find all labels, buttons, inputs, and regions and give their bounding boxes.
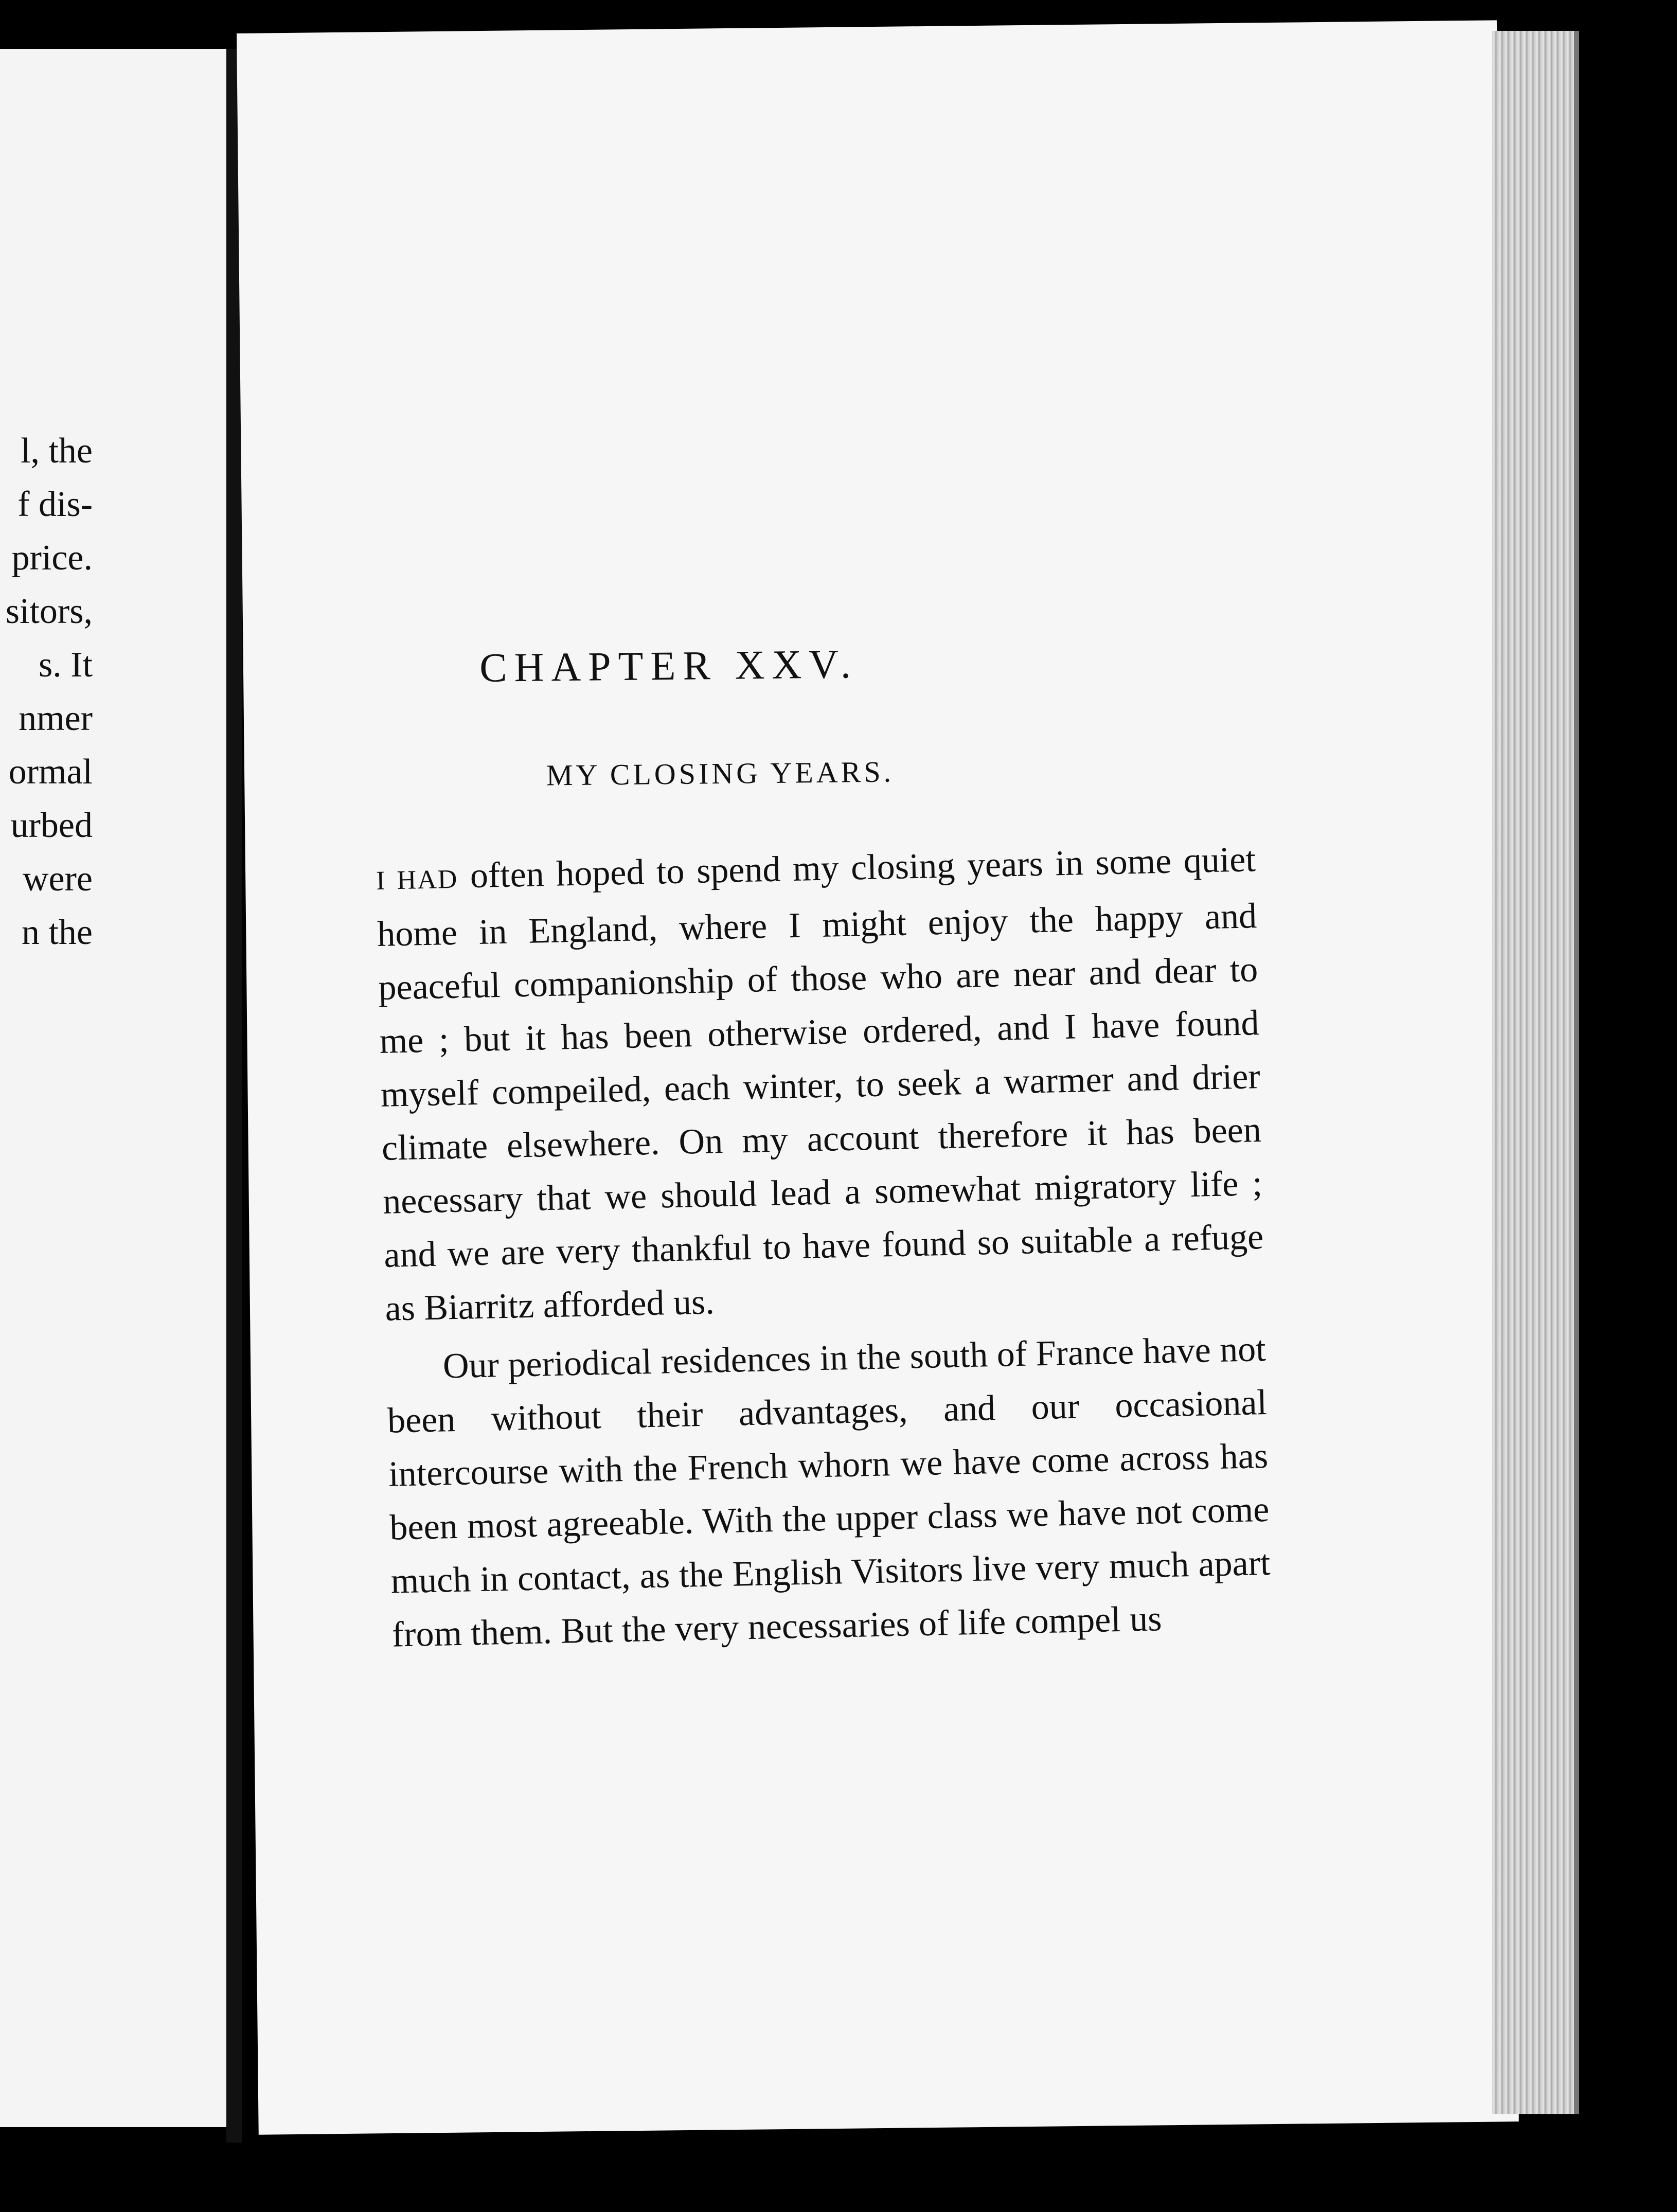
left-page-line: nmer [19, 699, 93, 738]
opening-words: I HAD [376, 864, 458, 896]
page-edges [1492, 31, 1579, 2114]
book-gutter [226, 49, 242, 2143]
paragraph-1 [376, 833, 1265, 1336]
paragraph-1-text: often hoped to spend my closing years in some quiet home in England, where I might enjoy the happy and peaceful companionship of those who are near and dear to me ; but it has been otherwise ordered, and I have found myself compeiled, each winter, to seek a warmer and drier climate elsewhere. On my account therefore it has been necessary that we should lead a somewhat migratory life ; and we are very thankful to have found so suitable a refuge as Biarritz afforded us. [377, 840, 1264, 1329]
paragraph-2: Our periodical residences in the south of France have not been without their advantages, and our occasional intercourse with the French whorn we have come across has been most agreeable. With the upper class we have not come much in contact, as the English Visitors live very much apart from them. But the very necessaries of life compel us [387, 1329, 1271, 1655]
left-page-line: l, the [21, 431, 93, 471]
left-page-line: price. [11, 538, 93, 578]
left-page [0, 49, 229, 2127]
left-page-line: s. It [39, 645, 93, 685]
left-page-text-fragments [0, 424, 98, 959]
left-page-line: urbed [10, 806, 93, 845]
left-page-line: sitors, [5, 592, 93, 631]
left-page-line: f dis- [17, 485, 93, 524]
chapter-subtitle: MY CLOSING YEARS. [546, 755, 895, 792]
left-page-line: were [22, 859, 93, 899]
left-page-line: n the [21, 913, 93, 952]
chapter-title: CHAPTER XXV. [479, 641, 859, 691]
chapter-body [376, 833, 1272, 1662]
left-page-line: ormal [8, 752, 93, 792]
